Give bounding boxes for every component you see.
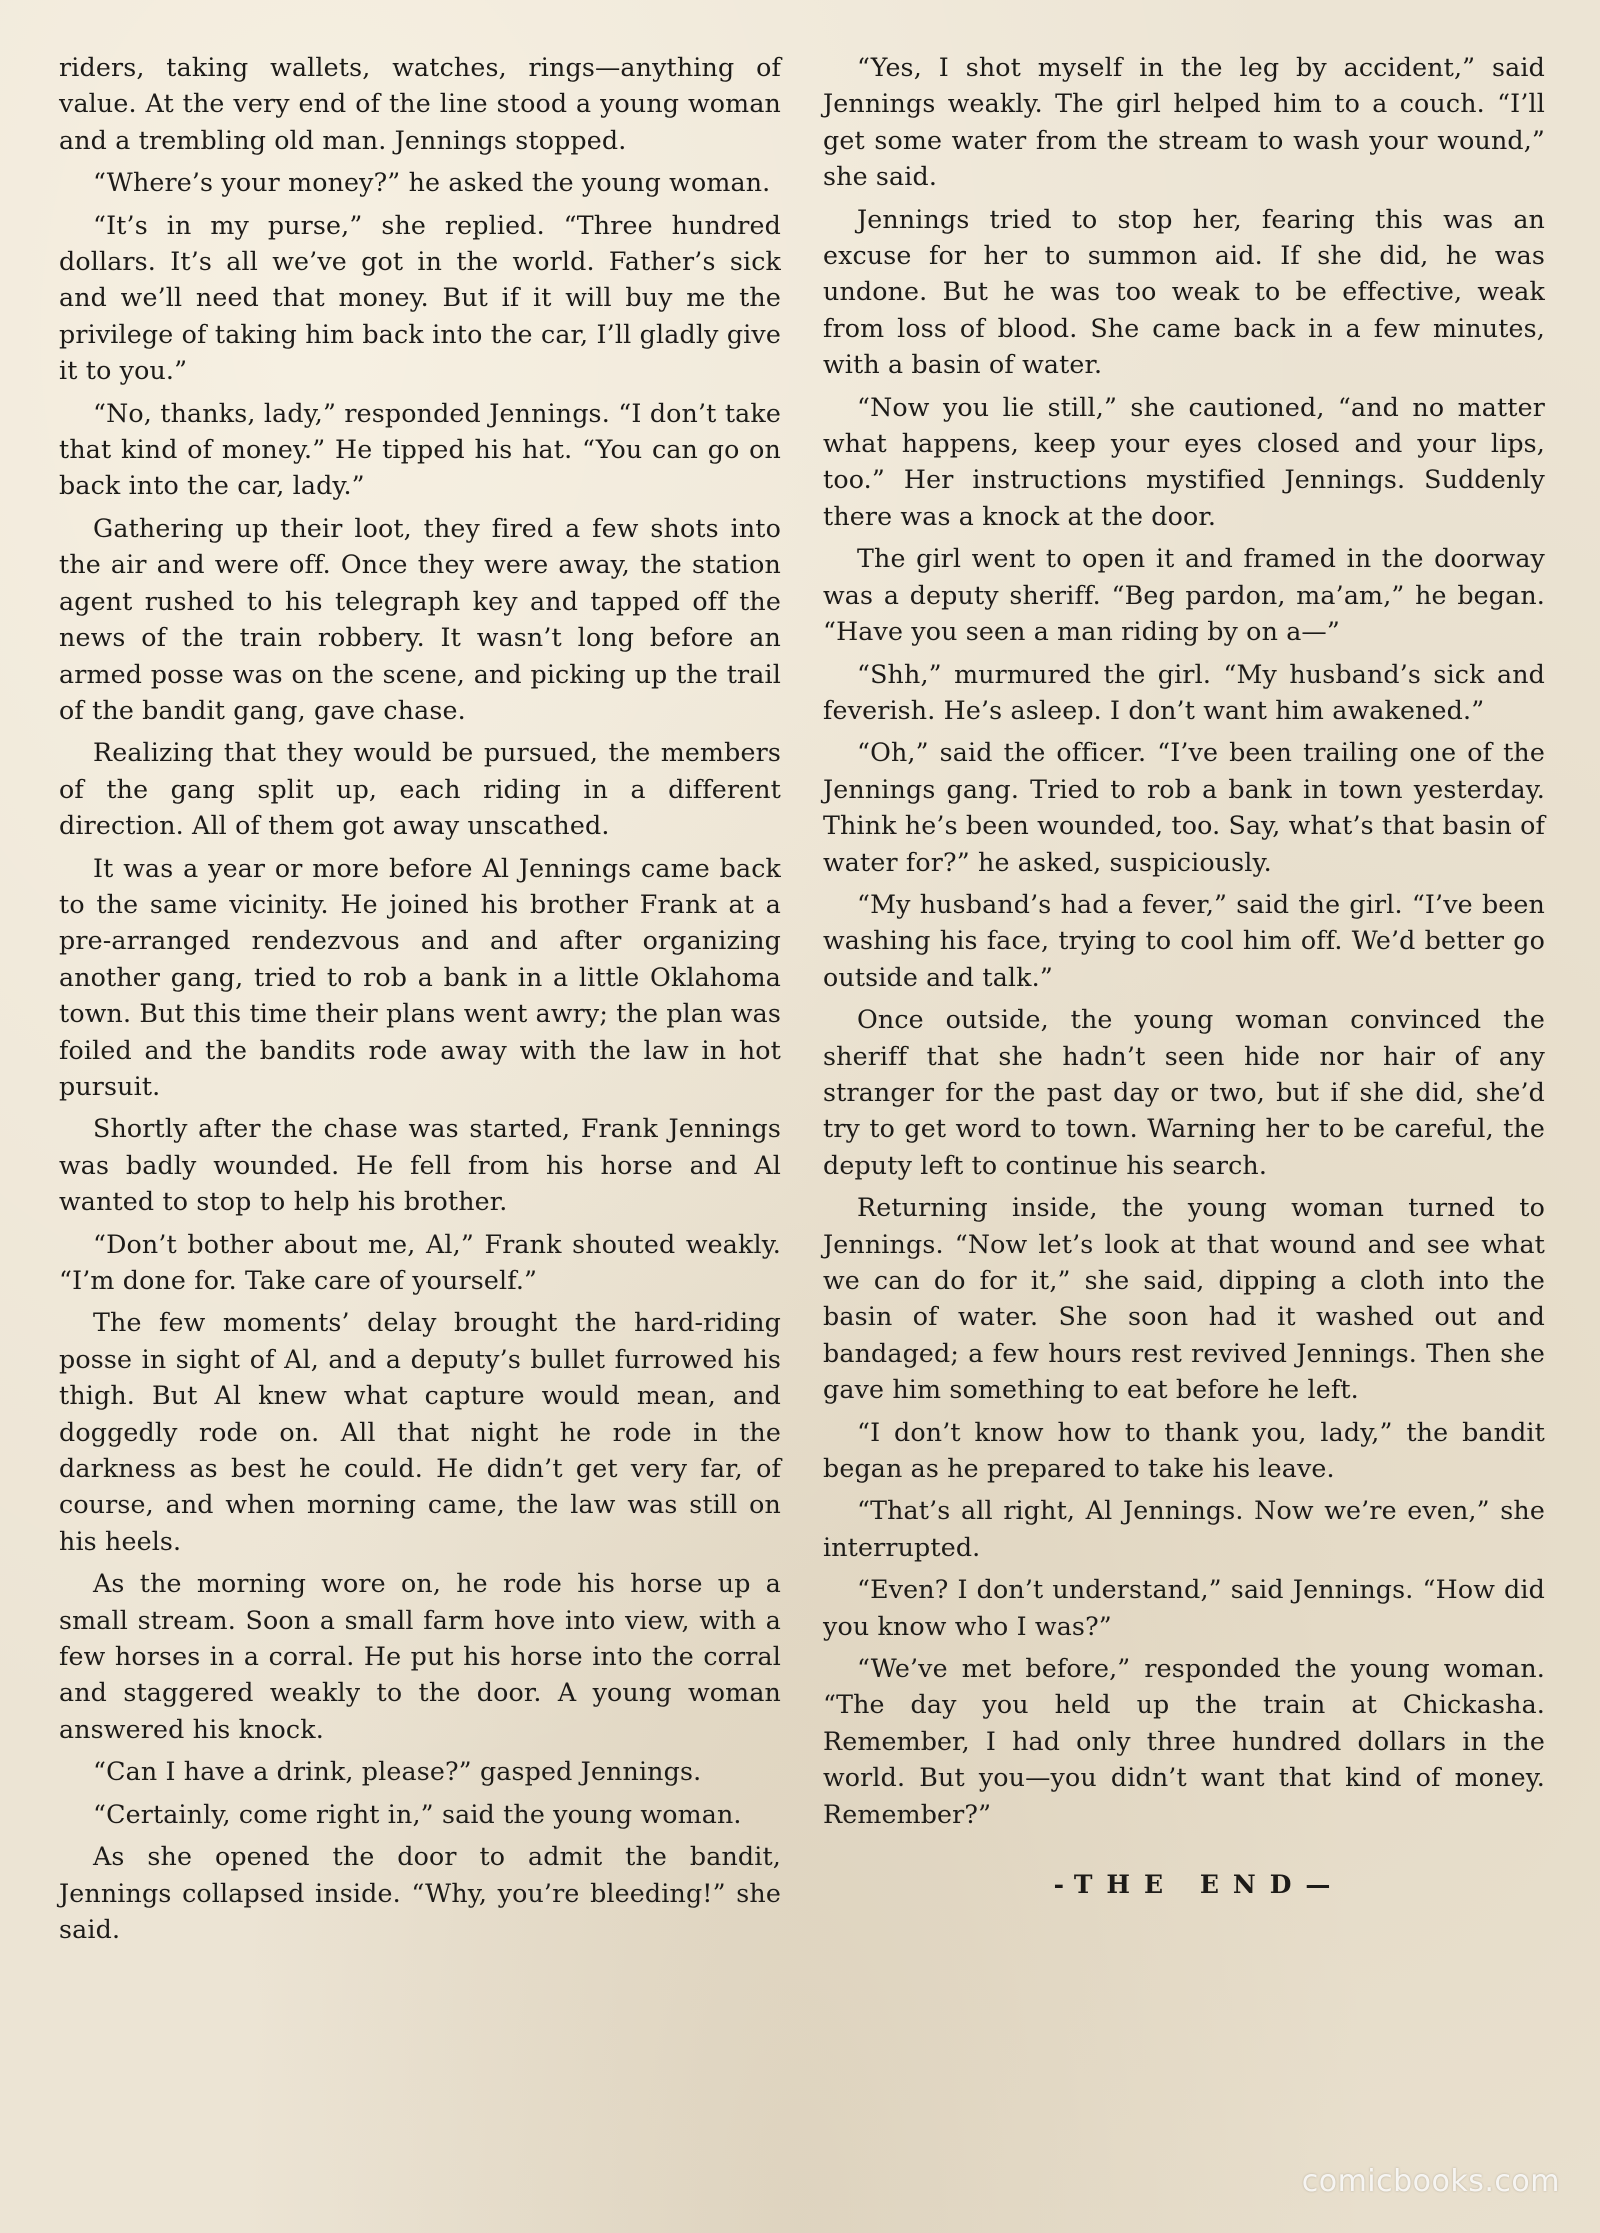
right-column: [823, 50, 1545, 1904]
paragraph: The girl went to open it and framed in the doorway was a deputy sheriff. “Beg pardon, ma’am,” he began. “Have you seen a man riding by on a—”: [823, 544, 1545, 647]
site-watermark: comicbooks.com: [1301, 2164, 1560, 2199]
paragraph: “Even? I don’t understand,” said Jennings. “How did you know who I was?”: [823, 1575, 1545, 1641]
paragraph: Jennings tried to stop her, fearing this was an excuse for her to summon aid. If she did, he was undone. But he was too weak to be effective, weak from loss of blood. She came back in a few minutes, with a basin of water.: [823, 204, 1545, 380]
paragraph: “Shh,” murmured the girl. “My husband’s sick and feverish. He’s asleep. I don’t want him awakened.”: [823, 659, 1545, 725]
paragraph: Once outside, the young woman convinced the sheriff that she hadn’t seen hide nor hair of any stranger for the past day or two, but if she did, she’d try to get word to town. Warning her to be careful, the deputy left to continue his search.: [823, 1005, 1545, 1180]
paragraph: riders, taking wallets, watches, rings—anything of value. At the very end of the line stood a young woman and a trembling old man. Jennings stopped.: [59, 53, 781, 155]
paragraph: “Yes, I shot myself in the leg by accident,” said Jennings weakly. The girl helped him to a couch. “I’ll get some water from the stream to wash your wound,” she said.: [823, 53, 1545, 192]
paragraph: Realizing that they would be pursued, the members of the gang split up, each riding in a different direction. All of them got away unscathed.: [59, 738, 781, 841]
paragraph: “Where’s your money?” he asked the young woman.: [93, 168, 771, 198]
paragraph: Gathering up their loot, they fired a few shots into the air and were off. Once they were away, the station agent rushed to his telegraph key and tapped off the news of the train robbery. It wasn’t long before an armed posse was on the scene, and picking up the trail of the bandit gang, gave chase.: [59, 513, 781, 725]
paragraph: Returning inside, the young woman turned to Jennings. “Now let’s look at that wound and see what we can do for it,” she said, dipping a cloth into the basin of water. She soon had it washed out and bandaged; a few hours rest revived Jennings. Then she gave him something to eat before he left.: [823, 1193, 1545, 1405]
paragraph: “Don’t bother about me, Al,” Frank shouted weakly. “I’m done for. Take care of yourself.”: [59, 1229, 781, 1295]
paragraph: As the morning wore on, he rode his horse up a small stream. Soon a small farm hove into view, with a few horses in a corral. He put his horse into the corral and staggered weakly to the door. A young woman answered his knock.: [59, 1569, 781, 1744]
paragraph: “We’ve met before,” responded the young woman. “The day you held up the train at Chickasha. Remember, I had only three hundred dollars in the world. But you—you didn’t want that kind of money. Remember?”: [823, 1654, 1545, 1829]
paragraph: The few moments’ delay brought the hard-riding posse in sight of Al, and a deputy’s bullet furrowed his thigh. But Al knew what capture would mean, and doggedly rode on. All that night he rode in the darkness as best he could. He didn’t get very far, of course, and when morning came, the law was still on his heels.: [59, 1308, 781, 1556]
paragraph: “My husband’s had a fever,” said the girl. “I’ve been washing his face, trying to cool him off. We’d better go outside and talk.”: [823, 889, 1545, 992]
paragraph: “I don’t know how to thank you, lady,” the bandit began as he prepared to take his leave.: [823, 1417, 1545, 1484]
left-column: [59, 50, 781, 1954]
paragraph: Shortly after the chase was started, Frank Jennings was badly wounded. He fell from his horse and Al wanted to stop to help his brother.: [59, 1114, 781, 1217]
paragraph: “It’s in my purse,” she replied. “Three hundred dollars. It’s all we’ve got in the world. Father’s sick and we’ll need that money. But if it will buy me the privilege of taking him back into the car, I’ll gladly give it to you.”: [59, 210, 781, 386]
paragraph: “No, thanks, lady,” responded Jennings. “I don’t take that kind of money.” He tipped his hat. “You can go on back into the car, lady.”: [59, 398, 781, 501]
paragraph: “Can I have a drink, please?” gasped Jennings.: [93, 1757, 702, 1787]
paragraph: “Now you lie still,” she cautioned, “and no matter what happens, keep your eyes closed and your lips, too.” Her instructions mystified Jennings. Suddenly there was a knock at the door.: [823, 392, 1545, 531]
paragraph: “Certainly, come right in,” said the young woman.: [93, 1799, 742, 1829]
the-end-mark: -THE END—: [1053, 1870, 1345, 1900]
paragraph: As she opened the door to admit the bandit, Jennings collapsed inside. “Why, you’re bleeding!” she said.: [59, 1842, 781, 1944]
paragraph: It was a year or more before Al Jennings came back to the same vicinity. He joined his brother Frank at a pre-arranged rendezvous and and after organizing another gang, tried to rob a bank in a little Oklahoma town. But this time their plans went awry; the plan was foiled and the bandits rode away with the law in hot pursuit.: [59, 853, 781, 1101]
paragraph: “That’s all right, Al Jennings. Now we’re even,” she interrupted.: [823, 1496, 1545, 1562]
paragraph: “Oh,” said the officer. “I’ve been trailing one of the Jennings gang. Tried to rob a bank in town yesterday. Think he’s been wounded, too. Say, what’s that basin of water for?” he asked, suspiciously.: [823, 738, 1545, 877]
